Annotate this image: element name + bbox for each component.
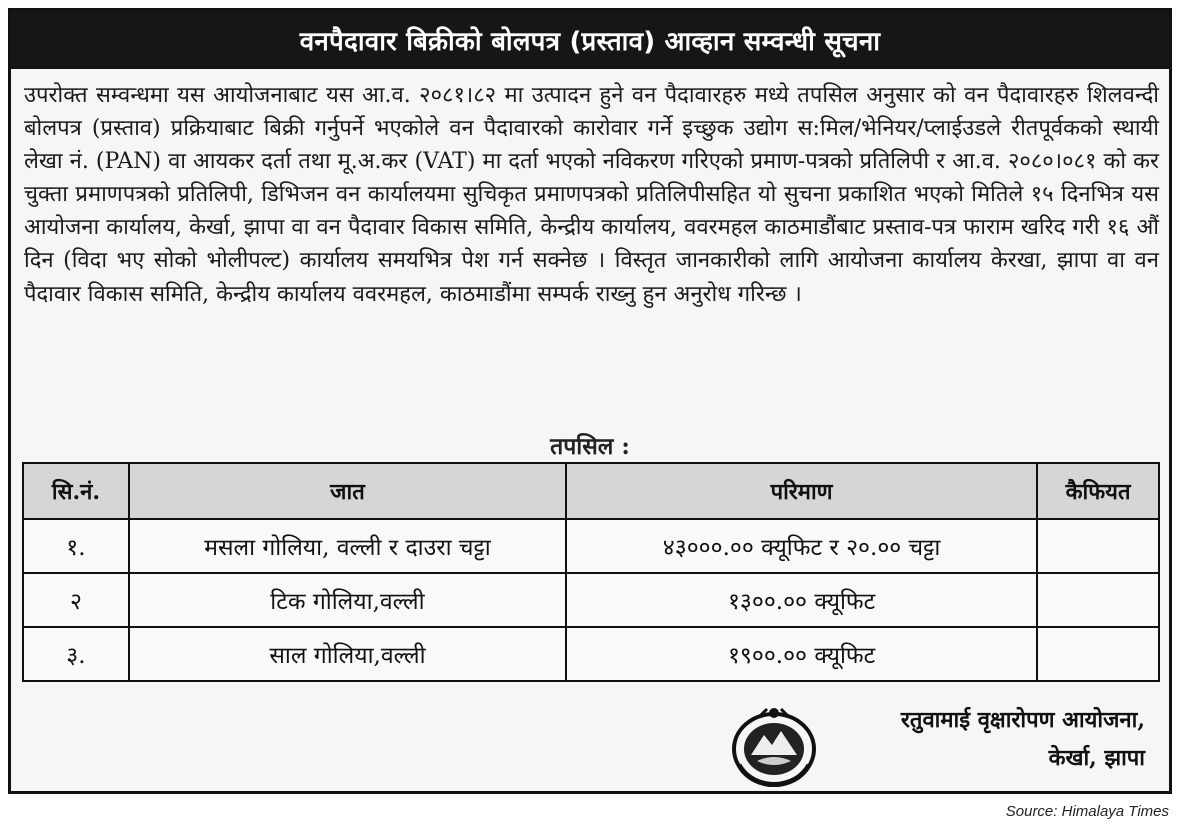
cell-remarks: [1037, 519, 1159, 573]
cell-quantity: १३००.०० क्यूफिट: [566, 573, 1037, 627]
cell-species: टिक गोलिया,वल्ली: [129, 573, 566, 627]
cell-remarks: [1037, 627, 1159, 681]
signature-location: केर्खा, झापा: [1048, 745, 1145, 771]
source-credit: Source: Himalaya Times: [1005, 803, 1169, 820]
cell-quantity: १९००.०० क्यूफिट: [566, 627, 1037, 681]
nepal-government-emblem-icon: [729, 705, 819, 787]
cell-species: साल गोलिया,वल्ली: [129, 627, 566, 681]
notice-body: उपरोक्त सम्वन्धमा यस आयोजनाबाट यस आ.व. २०८१।८२ मा उत्पादन हुने वन पैदावारहरु मध्ये तपसिल अनुसार को वन पैदावारहरु शिलवन्दी बोलपत्र (प्रस्ताव) प्रक्रियाबाट बिक्री गर्नुपर्ने भएकोले वन पैदावारको कारोवार गर्ने इच्छुक उद्योग स:मिल/भेनियर/प्लाईउडले रीतपूर्वकको स्थायी लेखा नं. (PAN) वा आयकर दर्ता तथा मू.अ.कर (VAT) मा दर्ता भएको नविकरण गरिएको प्रमाण-पत्रको प्रतिलिपी र आ.व. २०८०।०८१ को कर चुक्ता प्रमाणपत्रको प्रतिलिपी, डिभिजन वन कार्यालयमा सुचिकृत प्रमाणपत्रको प्रतिलिपीसहित यो सुचना प्रकाशित भएको मितिले १५ दिनभित्र यस आयोजना कार्यालय, केर्खा, झापा वा वन पैदावार विकास समिति, केन्द्रीय कार्यालय, ववरमहल काठमाडौंबाट प्रस्ताव-पत्र फाराम खरिद गरी १६ औं दिन (विदा भए सोको भोलीपल्ट) कार्यालय समयभित्र पेश गर्न सक्नेछ । विस्तृत जानकारीको लागि आयोजना कार्यालय केरखा, झापा वा वन पैदावार विकास समिति, केन्द्रीय कार्यालय ववरमहल, काठमाडौंमा सम्पर्क राख्नु हुन अनुरोध गरिन्छ ।: [24, 83, 1159, 307]
cell-serial: ३.: [23, 627, 129, 681]
header-remarks: कैफियत: [1037, 463, 1159, 519]
cell-serial: १.: [23, 519, 129, 573]
table-row: [23, 573, 1159, 627]
table-header-row: [23, 463, 1159, 519]
cell-serial: २: [23, 573, 129, 627]
signature-block: [901, 701, 1145, 777]
table-row: [23, 627, 1159, 681]
notice-box: [8, 8, 1172, 794]
header-quantity: परिमाण: [566, 463, 1037, 519]
table-row: [23, 519, 1159, 573]
cell-remarks: [1037, 573, 1159, 627]
schedule-heading: तपसिल :: [550, 433, 630, 460]
header-serial: सि.नं.: [23, 463, 129, 519]
notice-title: वनपैदावार बिक्रीको बोलपत्र (प्रस्ताव) आव्हान सम्वन्धी सूचना: [11, 11, 1169, 69]
schedule-table: [22, 462, 1160, 682]
header-species: जात: [129, 463, 566, 519]
cell-quantity: ४३०००.०० क्यूफिट र २०.०० चट्टा: [566, 519, 1037, 573]
cell-species: मसला गोलिया, वल्ली र दाउरा चट्टा: [129, 519, 566, 573]
signature-org: रतुवामाई वृक्षारोपण आयोजना,: [900, 707, 1145, 733]
